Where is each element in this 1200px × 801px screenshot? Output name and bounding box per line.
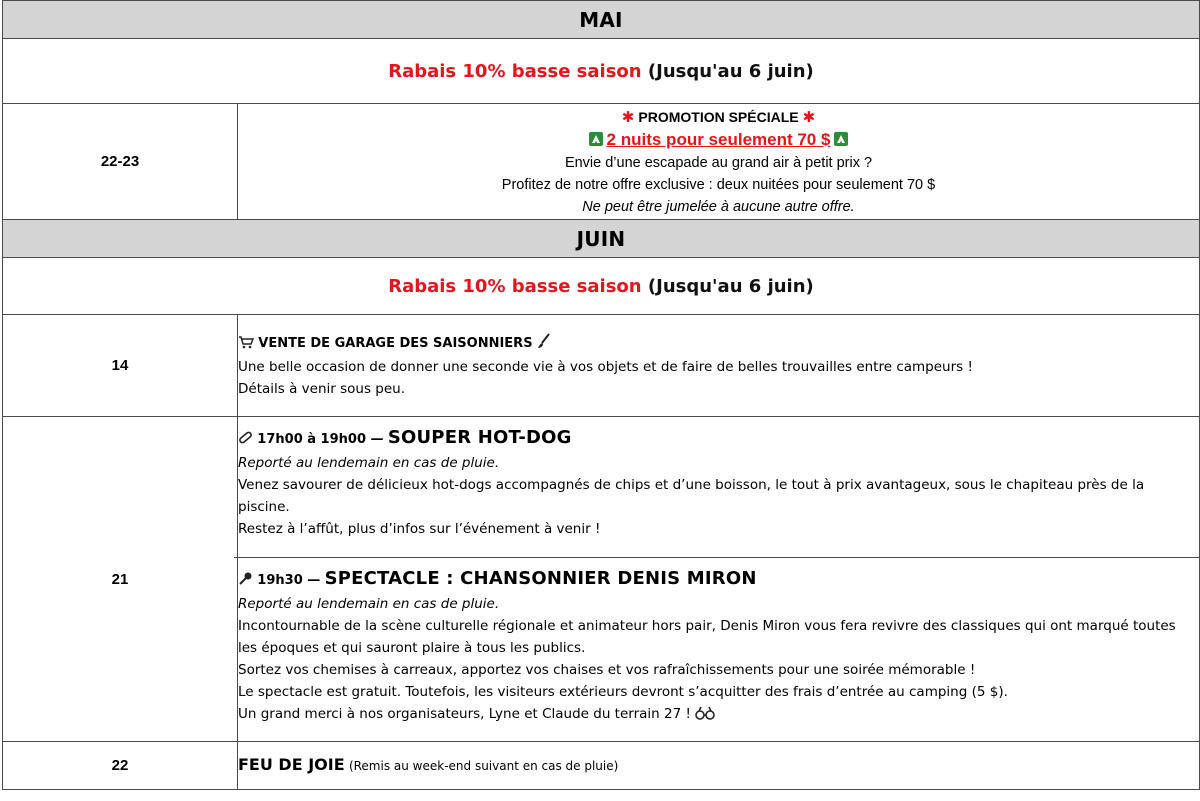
- rain-note: (Remis au week-end suivant en cas de pluie): [348, 759, 619, 773]
- event-content: [238, 315, 1200, 417]
- promo-disclaimer: Ne peut être jumelée à aucune autre offre.: [582, 198, 855, 215]
- star-icon: ✱: [621, 108, 635, 126]
- promo-line: Profitez de notre offre exclusive : deux nuitées pour seulement 70 $: [501, 176, 936, 193]
- hotdog-icon: [238, 430, 253, 452]
- month-header-row-mai: [3, 1, 1200, 39]
- event-title: VENTE DE GARAGE DES SAISONNIERS: [258, 335, 533, 351]
- event-time: 19h30 —: [257, 573, 321, 588]
- event-description: Une belle occasion de donner une seconde vie à vos objets et de faire de belles trouvailles entre campeurs !: [238, 358, 973, 375]
- event-title: SOUPER HOT-DOG: [387, 427, 572, 448]
- month-title-mai: MAI: [3, 1, 1200, 39]
- promo-row-mai: [3, 39, 1200, 104]
- promo-banner-mai: [3, 39, 1200, 104]
- paintbrush-icon: [537, 333, 551, 356]
- event-row-22-23: [3, 104, 1200, 220]
- event-title: SPECTACLE : CHANSONNIER DENIS MIRON: [324, 568, 757, 589]
- promo-line: Envie d’une escapade au grand air à petit prix ?: [564, 154, 873, 171]
- event-description: Un grand merci à nos organisateurs, Lyne et Claude du terrain 27 !: [238, 706, 691, 722]
- event-row-21: [3, 417, 1200, 742]
- promo-deadline-mai: (Jusqu'au 6 juin): [647, 60, 814, 82]
- event-title: FEU DE JOIE: [238, 755, 345, 774]
- microphone-icon: [238, 571, 253, 593]
- hotdog-event: [238, 417, 1199, 557]
- month-header-row-juin: [3, 220, 1200, 258]
- camping-icon: [834, 132, 848, 146]
- event-time: 17h00 à 19h00 —: [257, 432, 384, 447]
- event-row-14: [3, 315, 1200, 417]
- promo-discount-juin: Rabais 10% basse saison: [388, 275, 642, 297]
- event-description: Incontournable de la scène culturelle régionale et animateur hors pair, Denis Miron vous fera revivre des classiques qui ont marqué toutes les époques et qui sauront plaire à tous les publics.: [238, 618, 1176, 656]
- rain-note: Reporté au lendemain en cas de pluie.: [238, 596, 500, 612]
- promo-discount-mai: Rabais 10% basse saison: [388, 60, 642, 82]
- event-date: 14: [3, 315, 238, 417]
- promo-row-juin: [3, 258, 1200, 315]
- event-row-22: [3, 742, 1200, 790]
- star-icon: ✱: [802, 108, 816, 126]
- event-description: Le spectacle est gratuit. Toutefois, les visiteurs extérieurs devront s’acquitter des frais d’entrée au camping (5 $).: [238, 684, 1008, 700]
- event-description: Sortez vos chemises à carreaux, apportez vos chaises et vos rafraîchissements pour une soirée mémorable !: [238, 662, 976, 678]
- event-date: 22-23: [3, 104, 238, 220]
- event-content: [238, 742, 1200, 790]
- event-date: 22: [3, 742, 238, 790]
- camping-icon: [589, 132, 603, 146]
- promo-banner-juin: [3, 258, 1200, 315]
- event-description: Détails à venir sous peu.: [238, 380, 405, 397]
- event-content: [238, 417, 1200, 742]
- special-promo-title: PROMOTION SPÉCIALE: [638, 108, 799, 125]
- rain-note: Reporté au lendemain en cas de pluie.: [238, 455, 500, 471]
- shopping-cart-icon: [238, 334, 254, 356]
- special-promo-block: [238, 104, 1200, 220]
- event-description: Restez à l’affût, plus d’infos sur l’événement à venir !: [238, 521, 601, 537]
- month-title-juin: JUIN: [3, 220, 1200, 258]
- event-date: 21: [3, 417, 238, 742]
- calendar-sheet: [2, 0, 1199, 790]
- special-offer-text: 2 nuits pour seulement 70 $: [606, 129, 831, 149]
- events-calendar-table: [2, 0, 1200, 790]
- event-description: Venez savourer de délicieux hot-dogs accompagnés de chips et d’une boisson, le tout à prix avantageux, sous le chapiteau près de la piscine.: [238, 477, 1145, 515]
- promo-deadline-juin: (Jusqu'au 6 juin): [647, 275, 814, 297]
- spectacle-event: [238, 558, 1199, 727]
- binoculars-icon: [695, 705, 715, 727]
